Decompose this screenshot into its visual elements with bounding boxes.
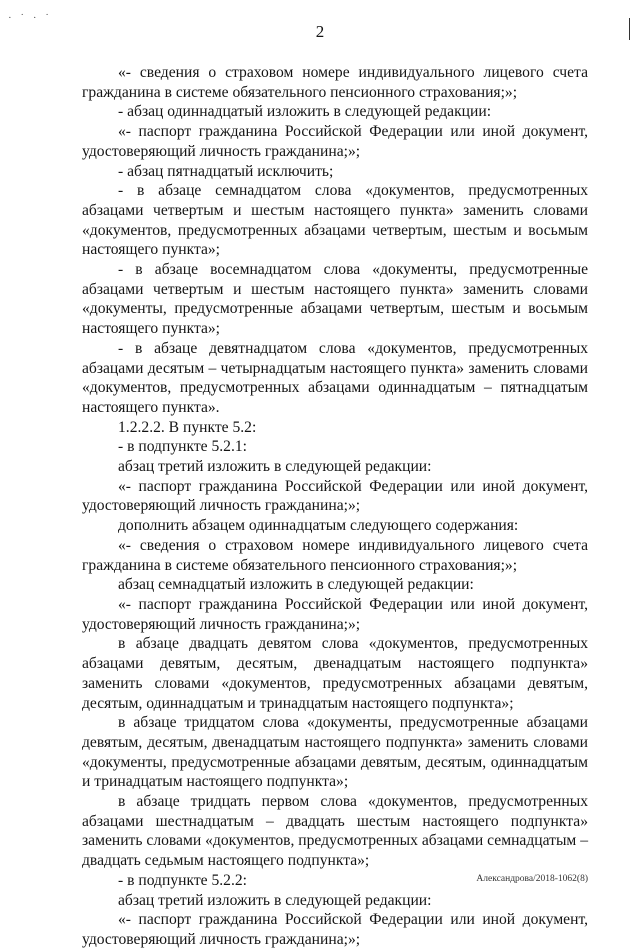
paragraph: - абзац одиннадцатый изложить в следующей редакции: [118,103,492,121]
paragraph: - в подпункте 5.2.2: [118,871,247,889]
paragraph: в абзаце тридцатом слова «документы, предусмотренные абзацами девятым, десятым, двенадцатым настоящего подпункта» заменить словами «документы, предусмотренные абзацами девятым, десятым, одиннадцатым и тринадцатым настоящего подпункта»; [82,714,588,791]
paragraph: в абзаце двадцать девятом слова «документов, предусмотренных абзацами девятым, десятым, двенадцатым настоящего подпункта» заменить словами «документов, предусмотренных абзацами девятым, десятым, одиннадцатым и тринадцатым настоящего подпункта»; [82,635,588,712]
paragraph: - в абзаце восемнадцатом слова «документы, предусмотренные абзацами четвертым и шестым настоящего пункта» заменить словами «документы, предусмотренные абзацами четвертым, шестым и восьмым настоящего пункта»; [82,261,588,338]
paragraph: 1.2.2.2. В пункте 5.2: [118,418,257,436]
footer-author-code: Александрова/2018-1062(8) [476,874,588,884]
paragraph: дополнить абзацем одиннадцатым следующего содержания: [118,517,519,535]
paragraph: абзац семнадцатый изложить в следующей редакции: [118,576,474,594]
paragraph: «- паспорт гражданина Российской Федерации или иной документ, удостоверяющий личность гражданина;»; [82,123,588,160]
scan-artifact: · ˙ · ˙ [8,12,52,24]
paragraph: в абзаце тридцать первом слова «документов, предусмотренных абзацами шестнадцатым – двадцать шестым настоящего подпункта» заменить словами «документов, предусмотренных абзацами семнадцатым – двадцать седьмым настоящего подпункта»; [82,793,588,870]
paragraph: абзац третий изложить в следующей редакции: [118,891,432,909]
document-body [82,63,588,950]
paragraph: «- сведения о страховом номере индивидуального лицевого счета гражданина в системе обязательного пенсионного страхования;»; [82,536,588,574]
paragraph: - в абзаце семнадцатом слова «документов, предусмотренных абзацами четвертым и шестым настоящего пункта» заменить словами «документов, предусмотренных абзацами четвертым, шестым и восьмым настоящего пункта»; [82,182,588,259]
paragraph: - в подпункте 5.2.1: [118,438,247,456]
paragraph: «- паспорт гражданина Российской Федерации или иной документ, удостоверяющий личность гражданина;»; [82,595,588,633]
paragraph: - абзац пятнадцатый исключить; [118,162,334,180]
paragraph: абзац третий изложить в следующей редакции: [118,458,432,476]
paragraph: «- паспорт гражданина Российской Федерации или иной документ, удостоверяющий личность гражданина;»; [82,911,588,948]
paragraph: - в абзаце девятнадцатом слова «документов, предусмотренных абзацами десятым – четырнадцатым настоящего пункта» заменить словами «документов, предусмотренных абзацами одиннадцатым – пятнадцатым настоящего пункта». [82,339,588,416]
page-number: 2 [315,22,325,41]
paragraph: «- сведения о страховом номере индивидуального лицевого счета гражданина в системе обязательного пенсионного страхования;»; [82,64,588,101]
paragraph: «- паспорт гражданина Российской Федерации или иной документ, удостоверяющий личность гражданина;»; [82,477,588,515]
